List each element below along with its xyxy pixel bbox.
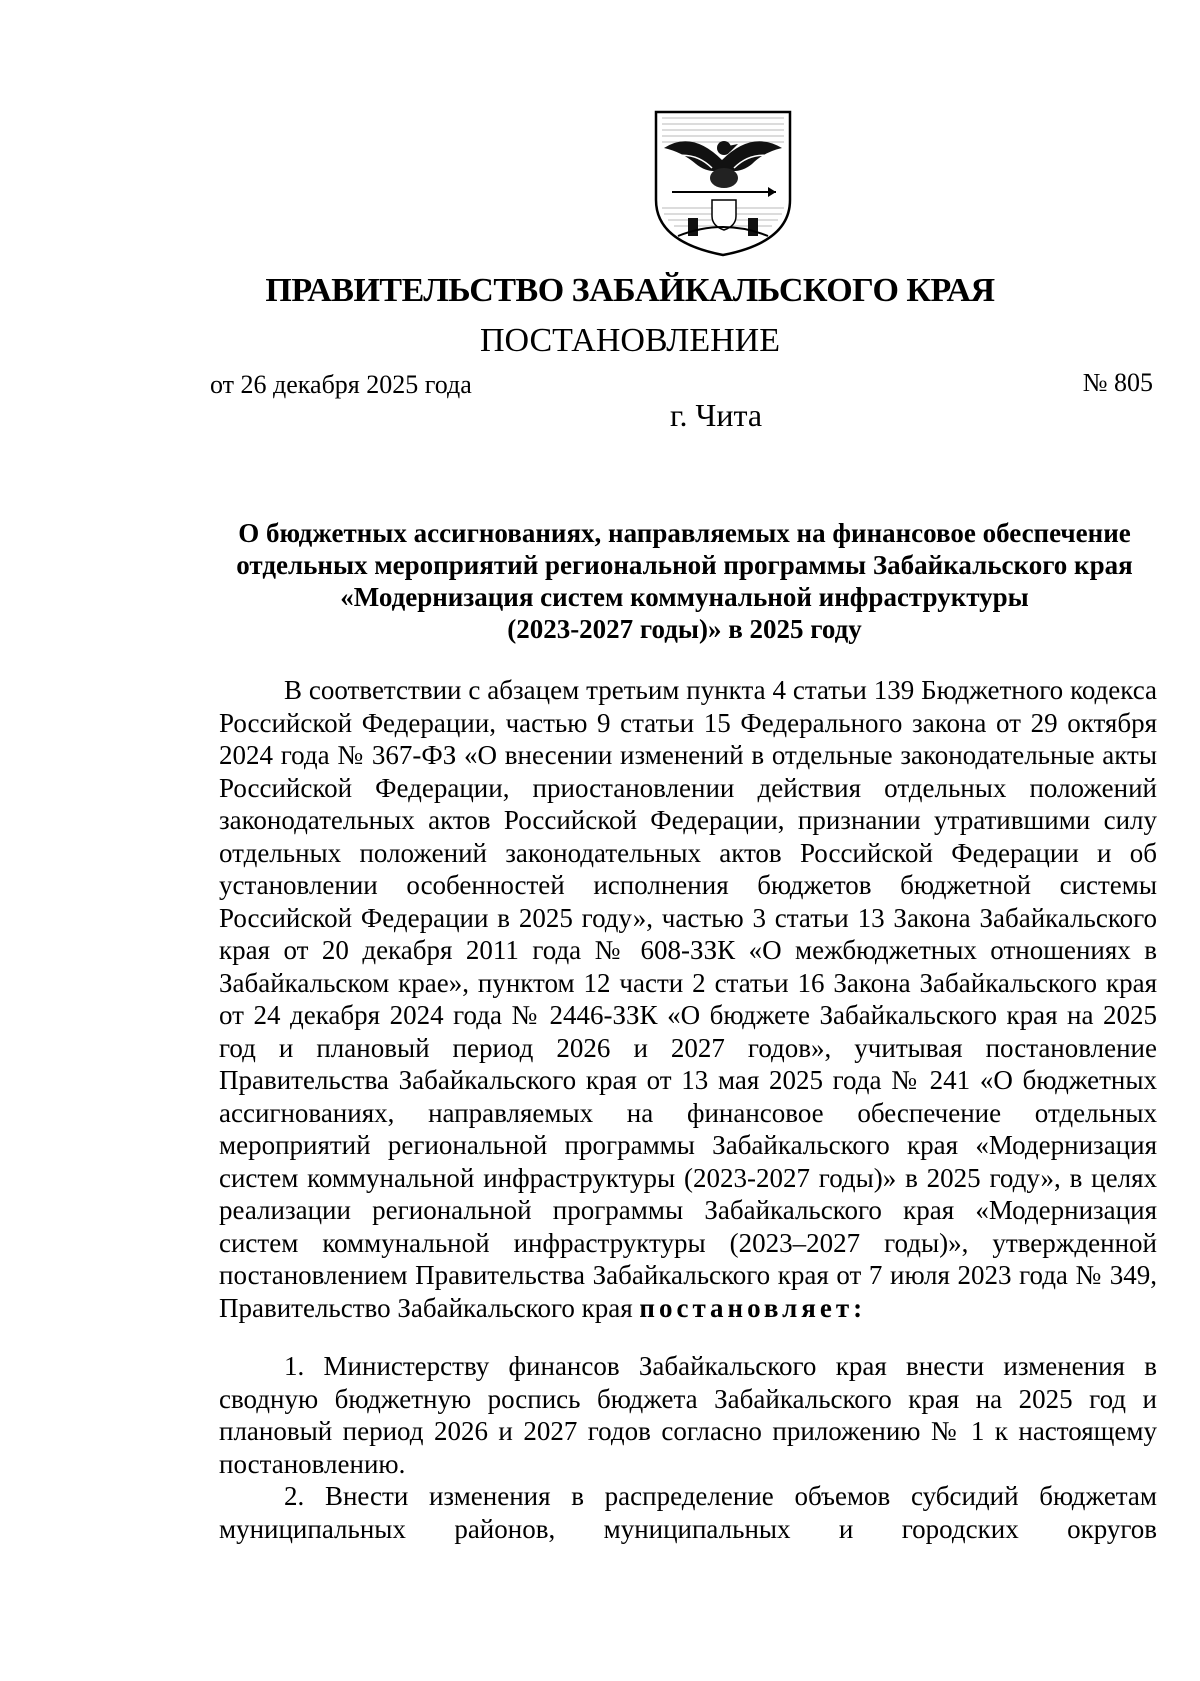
document-date: от 26 декабря 2025 года (210, 370, 472, 399)
organization-name: ПРАВИТЕЛЬСТВО ЗАБАЙКАЛЬСКОГО КРАЯ (265, 272, 995, 309)
document-title (212, 517, 1157, 645)
city: г. Чита (670, 397, 763, 433)
title-line: «Модернизация систем коммунальной инфраструктуры (340, 582, 1029, 612)
document-type: ПОСТАНОВЛЕНИЕ (479, 322, 781, 359)
resolves-word: постановляет: (639, 1292, 867, 1323)
item-1-paragraph: 1. Министерству финансов Забайкальского края внести изменения в сводную бюджетную роспись бюджета Забайкальского края на 2025 год и плановый период 2026 и 2027 годов согласно приложению № 1 к настоящему постановлению. (219, 1351, 1157, 1479)
preamble-paragraph (219, 674, 1157, 1324)
document-body (219, 674, 1157, 1545)
coat-of-arms-icon (652, 108, 794, 258)
item-2-paragraph: 2. Внести изменения в распределение объемов субсидий бюджетам муниципальных районов, муниципальных и городских округов (219, 1481, 1157, 1544)
preamble-text: В соответствии с абзацем третьим пункта 4 статьи 139 Бюджетного кодекса Российской Федерации, частью 9 статьи 15 Федерального закона от 29 октября 2024 года № 367-ФЗ «О внесении изменений в отдельные законодательные акты Российской Федерации, приостановлении действия отдельных положений законодательных актов Российской Федерации, признании утратившими силу отдельных положений законодательных актов Российской Федерации и об установлении особенностей исполнения бюджетов бюджетной системы Российской Федерации в 2025 году», частью 3 статьи 13 Закона Забайкальского края от 20 декабря 2011 года № 608-ЗЗК «О межбюджетных отношениях в Забайкальском крае», пунктом 12 части 2 статьи 16 Закона Забайкальского края от 24 декабря 2024 года № 2446-ЗЗК «О бюджете Забайкальского края на 2025 год и плановый период 2026 и 2027 годов», учитывая постановление Правительства Забайкальского края от 13 мая 2025 года № 241 «О бюджетных ассигнованиях, направляемых на финансовое обеспечение отдельных мероприятий региональной программы Забайкальского края «Модернизация систем коммунальной инфраструктуры (2023-2027 годы)» в 2025 году», в целях реализации региональной программы Забайкальского края «Модернизация систем коммунальной инфраструктуры (2023–2027 годы)», утвержденной постановлением Правительства Забайкальского края от 7 июля 2023 года № 349, Правительство Забайкальского края (219, 675, 1157, 1323)
title-line: отдельных мероприятий региональной программы Забайкальского края (236, 550, 1133, 580)
title-line: (2023-2027 годы)» в 2025 году (507, 614, 862, 644)
title-line: О бюджетных ассигнованиях, направляемых на финансовое обеспечение (238, 518, 1131, 548)
document-number: № 805 (1082, 368, 1153, 397)
